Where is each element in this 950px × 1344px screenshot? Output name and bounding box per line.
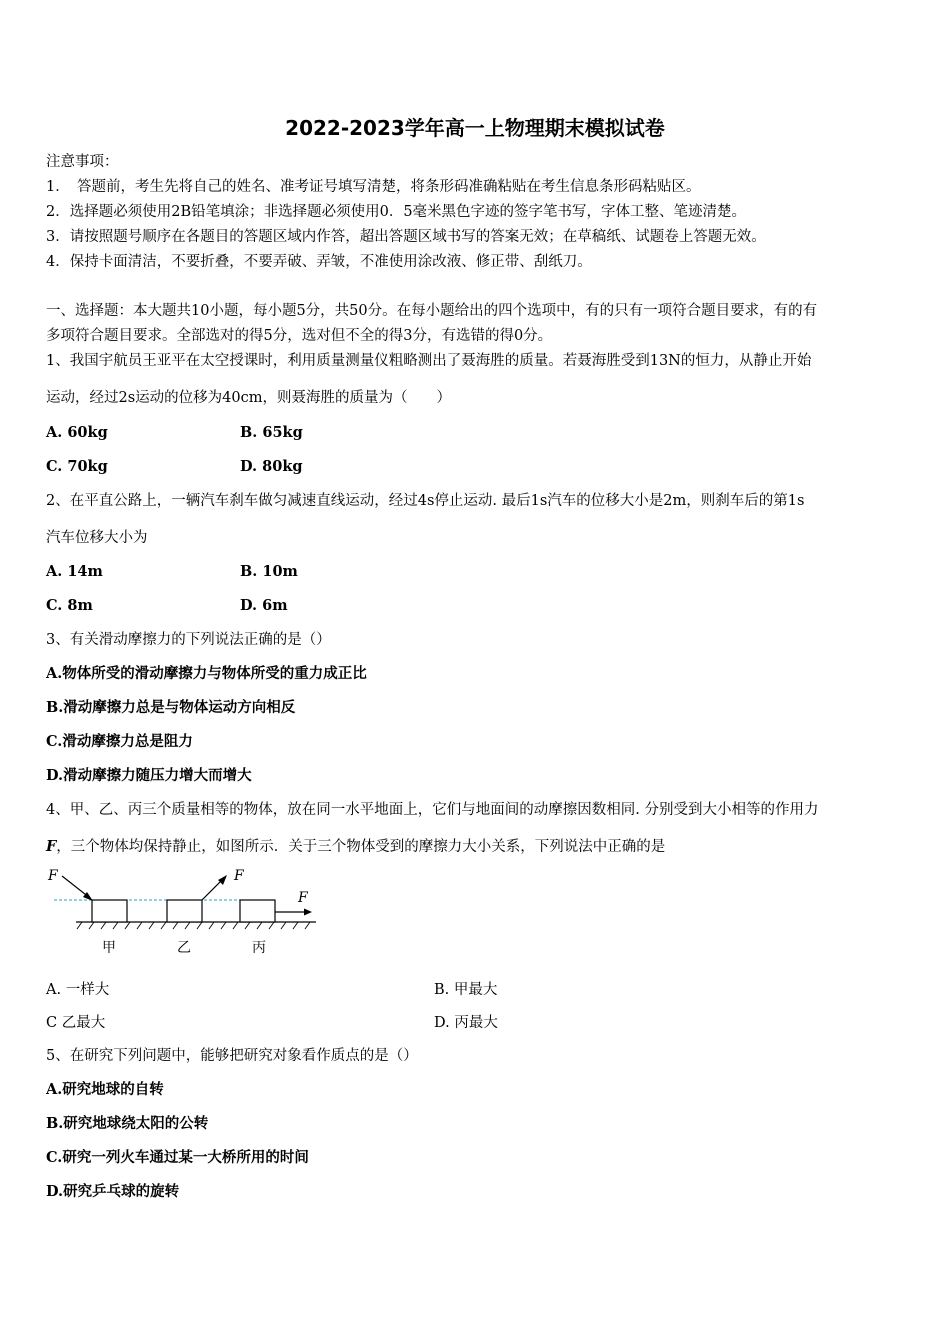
q2-stem-line-1: 2、在平直公路上，一辆汽车刹车做匀减速直线运动，经过4s停止运动. 最后1s汽车的位移大小是2m，则刹车后的第1s (46, 493, 805, 509)
q5-option-b: B.研究地球绕太阳的公转 (46, 1115, 209, 1132)
force-label-bing: F (298, 890, 308, 906)
q1-stem-line-1: 1、我国宇航员王亚平在太空授课时，利用质量测量仪粗略测出了聂海胜的质量。若聂海胜受到13N的恒力，从静止开始 (46, 353, 812, 369)
q2-option-b: B. 10m (240, 563, 298, 580)
q2-option-a: A. 14m (46, 563, 103, 580)
q4-option-d: D. 丙最大 (434, 1015, 498, 1031)
arrowhead-yi (218, 875, 227, 885)
notice-item-2: 2．选择题必须使用2B铅笔填涂；非选择题必须使用0．5毫米黑色字迹的签字笔书写，字体工整、笔迹清楚。 (46, 204, 747, 220)
q4-option-a: A. 一样大 (46, 982, 110, 998)
q1-option-b: B. 65kg (240, 424, 303, 441)
section-intro-line-1: 一、选择题：本大题共10小题，每小题5分，共50分。在每小题给出的四个选项中，有的只有一项符合题目要求，有的有 (46, 303, 818, 319)
block-bing (240, 900, 275, 922)
q2-option-c: C. 8m (46, 597, 93, 614)
ground-hatching (77, 922, 310, 929)
q1-option-a: A. 60kg (46, 424, 108, 441)
q3-option-a: A.物体所受的滑动摩擦力与物体所受的重力成正比 (46, 665, 367, 682)
q4-stem-line-2 (46, 837, 665, 857)
q5-stem: 5、在研究下列问题中，能够把研究对象看作质点的是（） (46, 1048, 418, 1064)
force-label-jia: F (48, 868, 58, 884)
notice-item-3: 3．请按照题号顺序在各题目的答题区域内作答，超出答题区域书写的答案无效；在草稿纸、试题卷上答题无效。 (46, 229, 766, 245)
arrowhead-bing (304, 909, 312, 916)
force-label-yi: F (234, 868, 244, 884)
q4-option-c: C 乙最大 (46, 1015, 106, 1031)
label-bing: 丙 (252, 940, 266, 956)
q5-option-a: A.研究地球的自转 (46, 1081, 164, 1098)
q4-figure (46, 864, 326, 964)
label-jia: 甲 (102, 940, 116, 956)
q2-stem-line-2: 汽车位移大小为 (46, 530, 148, 546)
q1-stem-line-2: 运动，经过2s运动的位移为40cm，则聂海胜的质量为（ ） (46, 390, 451, 406)
q5-option-d: D.研究乒乓球的旋转 (46, 1183, 180, 1200)
q3-option-b: B.滑动摩擦力总是与物体运动方向相反 (46, 699, 296, 716)
section-intro-line-2: 多项符合题目要求。全部选对的得5分，选对但不全的得3分，有选错的得0分。 (46, 328, 553, 344)
q5-option-c: C.研究一列火车通过某一大桥所用的时间 (46, 1149, 309, 1166)
notice-item-4: 4．保持卡面清洁，不要折叠，不要弄破、弄皱，不准使用涂改液、修正带、刮纸刀。 (46, 254, 592, 270)
q3-option-c: C.滑动摩擦力总是阻力 (46, 733, 193, 750)
block-yi (167, 900, 202, 922)
page-title: 2022-2023学年高一上物理期末模拟试卷 (285, 116, 665, 140)
q4-stem-line-2-text: ，三个物体均保持静止，如图所示．关于三个物体受到的摩擦力大小关系，下列说法中正确的是 (56, 839, 666, 855)
notice-item-1: 1． 答题前，考生先将自己的姓名、准考证号填写清楚，将条形码准确粘贴在考生信息条形码粘贴区。 (46, 179, 701, 195)
q3-option-d: D.滑动摩擦力随压力增大而增大 (46, 767, 252, 784)
label-yi: 乙 (177, 940, 191, 956)
q4-stem-line-1: 4、甲、乙、丙三个质量相等的物体，放在同一水平地面上，它们与地面间的动摩擦因数相同. 分别受到大小相等的作用力 (46, 802, 819, 818)
block-jia (92, 900, 127, 922)
q1-option-d: D. 80kg (240, 458, 303, 475)
q3-stem: 3、有关滑动摩擦力的下列说法正确的是（） (46, 632, 331, 648)
q4-option-b: B. 甲最大 (434, 982, 498, 998)
notice-heading: 注意事项： (46, 154, 119, 170)
q2-option-d: D. 6m (240, 597, 288, 614)
q1-option-c: C. 70kg (46, 458, 108, 475)
q4-force-symbol: F (46, 838, 57, 855)
